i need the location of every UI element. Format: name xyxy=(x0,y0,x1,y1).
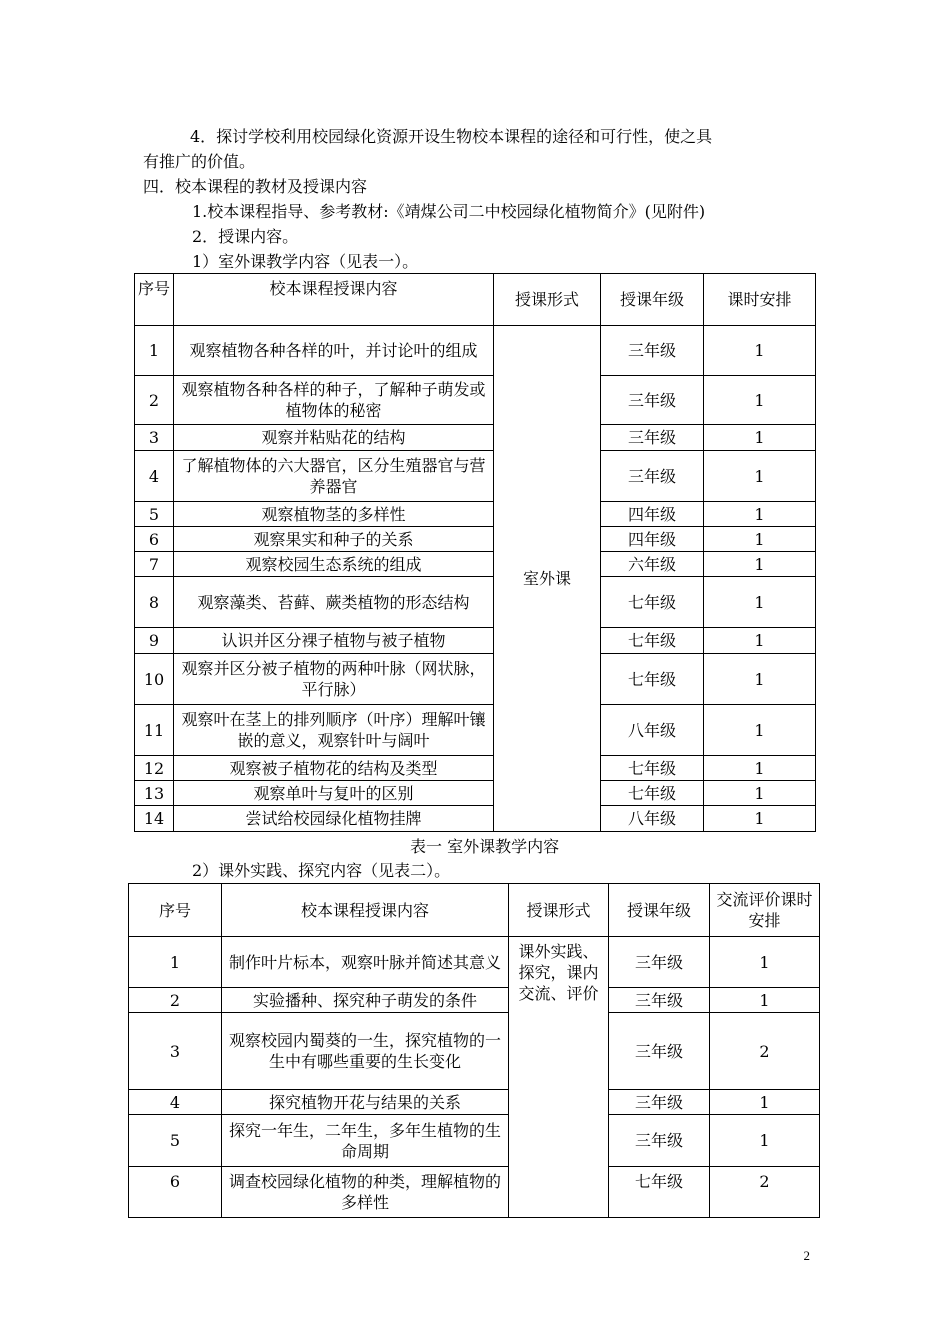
row-no: 5 xyxy=(129,1115,222,1167)
table-row xyxy=(129,1115,820,1167)
header-hours: 课时安排 xyxy=(704,274,816,326)
row-hours: 1 xyxy=(704,376,816,425)
row-hours: 1 xyxy=(704,425,816,451)
table-row xyxy=(129,1013,820,1090)
table-practice-inquiry xyxy=(128,883,820,1218)
row-grade: 七年级 xyxy=(601,577,704,628)
row-grade: 八年级 xyxy=(601,705,704,756)
table-row xyxy=(135,577,816,628)
row-hours: 1 xyxy=(704,527,816,552)
header-grade: 授课年级 xyxy=(601,274,704,326)
row-hours: 1 xyxy=(704,552,816,577)
row-hours: 1 xyxy=(704,326,816,376)
table-row xyxy=(129,937,820,988)
row-content: 观察并粘贴花的结构 xyxy=(174,425,494,451)
header-hours: 交流评价课时安排 xyxy=(710,884,820,937)
row-content: 探究植物开花与结果的关系 xyxy=(222,1090,509,1115)
row-grade: 七年级 xyxy=(601,781,704,806)
table-row xyxy=(135,654,816,705)
row-content: 观察藻类、苔藓、蕨类植物的形态结构 xyxy=(174,577,494,628)
row-content: 调查校园绿化植物的种类，理解植物的多样性 xyxy=(222,1167,509,1218)
table-row xyxy=(135,502,816,527)
row-content: 了解植物体的六大器官，区分生殖器官与营养器官 xyxy=(174,451,494,502)
row-hours: 1 xyxy=(704,502,816,527)
table-row xyxy=(135,781,816,806)
paragraph-4-line1: 4．探讨学校利用校园绿化资源开设生物校本课程的途径和可行性，使之具 xyxy=(190,127,713,146)
table-row xyxy=(135,552,816,577)
table-row xyxy=(135,756,816,781)
table-header-row xyxy=(129,884,820,937)
row-grade: 三年级 xyxy=(609,1013,710,1090)
table-header-row xyxy=(135,274,816,326)
row-grade: 四年级 xyxy=(601,502,704,527)
table-row xyxy=(135,376,816,425)
item-2: 2．授课内容。 xyxy=(192,227,299,246)
row-hours: 2 xyxy=(710,1167,820,1218)
row-content: 观察叶在茎上的排列顺序（叶序）理解叶镶嵌的意义，观察针叶与阔叶 xyxy=(174,705,494,756)
row-grade: 六年级 xyxy=(601,552,704,577)
row-grade: 七年级 xyxy=(601,628,704,654)
table-row xyxy=(135,705,816,756)
header-content: 校本课程授课内容 xyxy=(174,274,494,326)
row-content: 观察植物各种各样的种子，了解种子萌发或植物体的秘密 xyxy=(174,376,494,425)
header-form: 授课形式 xyxy=(494,274,601,326)
row-grade: 三年级 xyxy=(601,326,704,376)
header-grade: 授课年级 xyxy=(609,884,710,937)
table-row xyxy=(135,326,816,376)
row-content: 观察植物茎的多样性 xyxy=(174,502,494,527)
row-grade: 四年级 xyxy=(601,527,704,552)
row-no: 11 xyxy=(135,705,174,756)
row-hours: 1 xyxy=(704,451,816,502)
item-1: 1.校本课程指导、参考教材:《靖煤公司二中校园绿化植物简介》(见附件) xyxy=(192,202,706,221)
form-merged-cell: 室外课 xyxy=(494,326,601,832)
table-row xyxy=(135,527,816,552)
row-hours: 1 xyxy=(704,806,816,832)
row-no: 1 xyxy=(135,326,174,376)
form-merged-cell: 课外实践、探究，课内交流、评价 xyxy=(509,937,609,1218)
row-content: 探究一年生，二年生，多年生植物的生命周期 xyxy=(222,1115,509,1167)
table-row xyxy=(135,628,816,654)
table-row xyxy=(135,451,816,502)
row-content: 实验播种、探究种子萌发的条件 xyxy=(222,988,509,1013)
row-no: 10 xyxy=(135,654,174,705)
row-grade: 七年级 xyxy=(609,1167,710,1218)
row-no: 12 xyxy=(135,756,174,781)
row-no: 2 xyxy=(135,376,174,425)
row-hours: 1 xyxy=(704,628,816,654)
row-content: 观察单叶与复叶的区别 xyxy=(174,781,494,806)
row-hours: 2 xyxy=(710,1013,820,1090)
table-row xyxy=(129,1167,820,1218)
row-no: 1 xyxy=(129,937,222,988)
row-hours: 1 xyxy=(704,654,816,705)
row-hours: 1 xyxy=(710,988,820,1013)
row-content: 观察被子植物花的结构及类型 xyxy=(174,756,494,781)
sub-item-2: 2）课外实践、探究内容（见表二）。 xyxy=(192,861,451,880)
row-content: 观察校园内蜀葵的一生，探究植物的一生中有哪些重要的生长变化 xyxy=(222,1013,509,1090)
row-grade: 三年级 xyxy=(601,425,704,451)
row-grade: 三年级 xyxy=(609,937,710,988)
row-no: 6 xyxy=(129,1167,222,1218)
row-grade: 三年级 xyxy=(601,451,704,502)
row-hours: 1 xyxy=(704,756,816,781)
row-hours: 1 xyxy=(710,1115,820,1167)
row-no: 13 xyxy=(135,781,174,806)
header-no: 序号 xyxy=(135,274,174,326)
row-no: 7 xyxy=(135,552,174,577)
row-content: 观察并区分被子植物的两种叶脉（网状脉，平行脉） xyxy=(174,654,494,705)
row-no: 3 xyxy=(129,1013,222,1090)
page-number: 2 xyxy=(803,1248,810,1263)
row-grade: 七年级 xyxy=(601,756,704,781)
section-heading-4: 四．校本课程的教材及授课内容 xyxy=(143,177,368,196)
row-grade: 三年级 xyxy=(601,376,704,425)
row-no: 2 xyxy=(129,988,222,1013)
row-hours: 1 xyxy=(710,1090,820,1115)
row-grade: 三年级 xyxy=(609,988,710,1013)
row-no: 6 xyxy=(135,527,174,552)
row-content: 观察植物各种各样的叶，并讨论叶的组成 xyxy=(174,326,494,376)
row-hours: 1 xyxy=(704,781,816,806)
row-no: 14 xyxy=(135,806,174,832)
row-hours: 1 xyxy=(704,705,816,756)
row-no: 5 xyxy=(135,502,174,527)
row-grade: 八年级 xyxy=(601,806,704,832)
row-no: 8 xyxy=(135,577,174,628)
row-hours: 1 xyxy=(704,577,816,628)
row-content: 认识并区分裸子植物与被子植物 xyxy=(174,628,494,654)
paragraph-4-line2: 有推广的价值。 xyxy=(143,152,256,171)
table-1-caption: 表一 室外课教学内容 xyxy=(410,837,560,856)
row-hours: 1 xyxy=(710,937,820,988)
row-no: 9 xyxy=(135,628,174,654)
row-content: 尝试给校园绿化植物挂牌 xyxy=(174,806,494,832)
table-row xyxy=(135,425,816,451)
row-grade: 七年级 xyxy=(601,654,704,705)
row-grade: 三年级 xyxy=(609,1090,710,1115)
header-form: 授课形式 xyxy=(509,884,609,937)
table-row xyxy=(129,988,820,1013)
table-outdoor-lessons xyxy=(134,273,816,832)
row-content: 制作叶片标本，观察叶脉并简述其意义 xyxy=(222,937,509,988)
row-content: 观察果实和种子的关系 xyxy=(174,527,494,552)
row-grade: 三年级 xyxy=(609,1115,710,1167)
table-row xyxy=(135,806,816,832)
row-no: 4 xyxy=(135,451,174,502)
row-no: 4 xyxy=(129,1090,222,1115)
sub-item-1: 1）室外课教学内容（见表一）。 xyxy=(192,252,419,271)
row-content: 观察校园生态系统的组成 xyxy=(174,552,494,577)
row-no: 3 xyxy=(135,425,174,451)
header-no: 序号 xyxy=(129,884,222,937)
table-row xyxy=(129,1090,820,1115)
header-content: 校本课程授课内容 xyxy=(222,884,509,937)
